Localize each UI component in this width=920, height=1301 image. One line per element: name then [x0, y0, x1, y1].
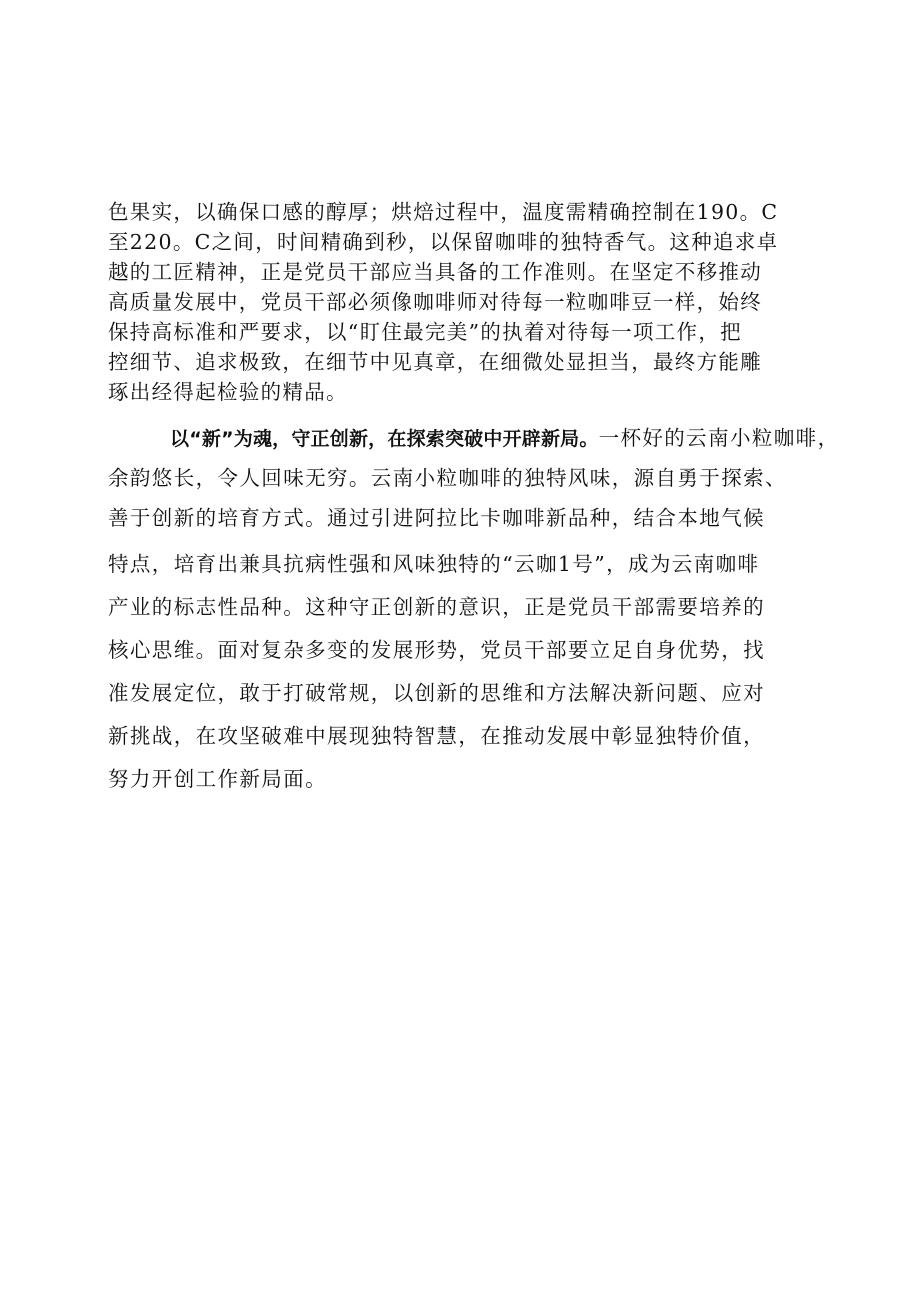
text-line: 准发展定位，敢于打破常规，以创新的思维和方法解决新问题、应对 — [108, 681, 765, 705]
text-line: 色果实，以确保口感的醇厚；烘焙过程中，温度需精确控制在190。C — [108, 200, 779, 224]
text-run: 一杯好的云南小粒咖啡， — [598, 426, 840, 450]
paragraph-lead-heading: 以“新”为魂，守正创新，在探索突破中开辟新局。 — [170, 428, 599, 450]
text-line: 控细节、追求极致，在细节中见真章，在细微处显担当，最终方能雕 — [108, 350, 762, 374]
text-line: 琢出经得起检验的精品。 — [108, 380, 348, 404]
text-line: 至220。C之间，时间精确到秒，以保留咖啡的独特香气。这种追求卓 — [108, 230, 779, 254]
text-line: 保持高标准和严要求，以“盯住最完美”的执着对待每一项工作，把 — [108, 320, 742, 344]
text-line — [170, 424, 839, 453]
text-line: 善于创新的培育方式。通过引进阿拉比卡咖啡新品种，结合本地气候 — [108, 506, 765, 530]
text-line: 产业的标志性品种。这种守正创新的意识，正是党员干部需要培养的 — [108, 595, 765, 619]
text-line: 努力开创工作新局面。 — [108, 767, 327, 791]
text-line: 核心思维。面对复杂多变的发展形势，党员干部要立足自身优势，找 — [108, 638, 765, 662]
text-line: 高质量发展中，党员干部必须像咖啡师对待每一粒咖啡豆一样，始终 — [108, 290, 762, 314]
text-line: 新挑战，在攻坚破难中展现独特智慧，在推动发展中彰显独特价值， — [108, 724, 765, 748]
text-line: 余韵悠长，令人回味无穷。云南小粒咖啡的独特风味，源自勇于探索、 — [108, 466, 787, 490]
text-line: 特点，培育出兼具抗病性强和风味独特的“云咖1号”，成为云南咖啡 — [108, 552, 760, 576]
text-line: 越的工匠精神，正是党员干部应当具备的工作准则。在坚定不移推动 — [108, 260, 762, 284]
